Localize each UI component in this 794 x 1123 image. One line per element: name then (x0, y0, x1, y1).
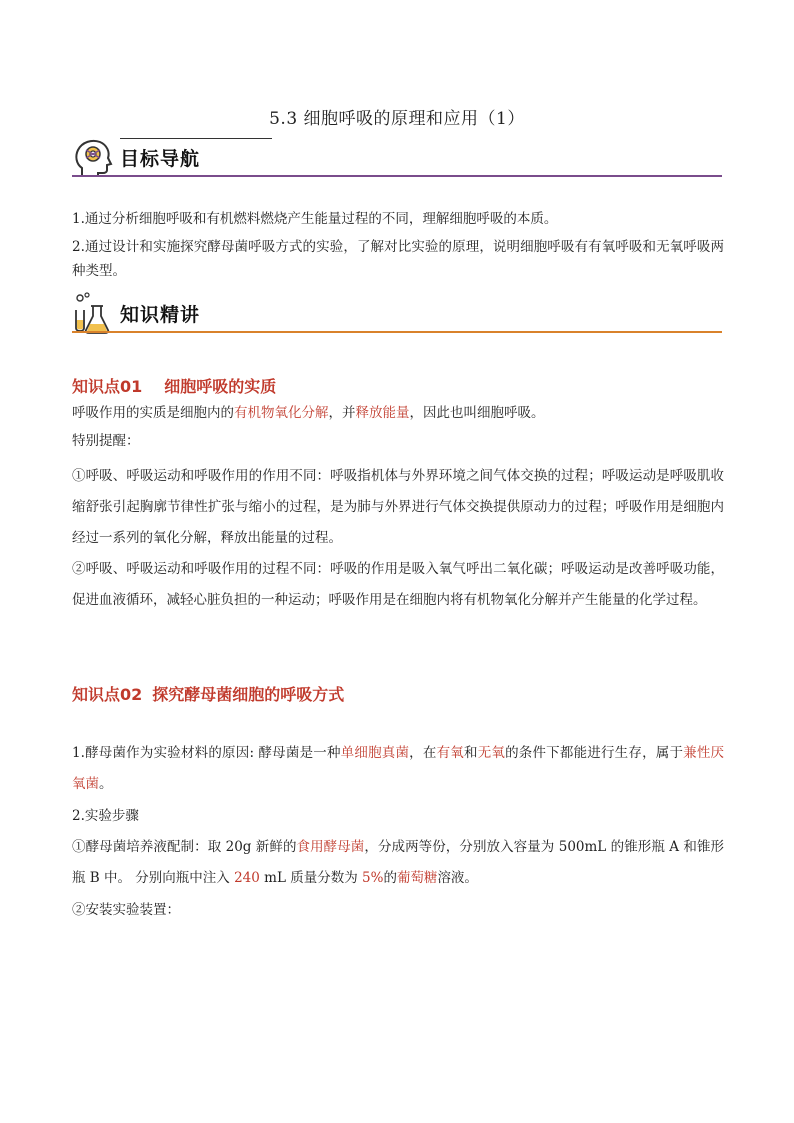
text-run: ，并 (328, 405, 356, 421)
goal-item-1: 1.通过分析细胞呼吸和有机燃料燃烧产生能量过程的不同，理解细胞呼吸的本质。 (72, 211, 558, 227)
text-run: 的 (383, 870, 397, 886)
highlight-term: 有机物氧化分解 (234, 405, 329, 421)
text-run: ①酵母菌培养液配制：取 20g 新鲜的 (72, 839, 297, 855)
highlight-term: 食用酵母菌 (296, 839, 365, 855)
text-run: 。 (99, 776, 113, 792)
head-gear-icon (72, 136, 116, 180)
kp02-step-1 (72, 832, 724, 894)
knowledge-point-01-heading (72, 374, 276, 397)
kp01-tip-label: 特别提醒： (72, 433, 140, 449)
kp02-step-2: ②安装实验装置： (72, 902, 180, 918)
knowledge-point-02-heading (72, 682, 344, 705)
section-label-goals: 目标导航 (120, 148, 201, 170)
highlight-term: 240 (234, 870, 260, 886)
highlight-term: 5% (362, 870, 384, 886)
section-header-knowledge (72, 292, 722, 336)
text-run: ，因此也叫细胞呼吸。 (409, 405, 545, 421)
kp02-steps-heading: 2.实验步骤 (72, 808, 139, 824)
text-run: 呼吸作用的实质是细胞内的 (72, 405, 234, 421)
text-run: 的条件下都能进行生存，属于 (505, 745, 684, 761)
highlight-term: 释放能量 (355, 405, 410, 421)
text-run: mL 质量分数为 (259, 870, 363, 886)
section-label-knowledge: 知识精讲 (120, 304, 201, 326)
kp02-material-reason (72, 738, 724, 800)
highlight-term: 单细胞真菌 (340, 745, 410, 761)
lab-flask-icon (72, 292, 116, 336)
page-title: 5.3 细胞呼吸的原理和应用（1） (269, 109, 525, 129)
section-divider-goals (72, 175, 722, 177)
kp01-tip-2: ②呼吸、呼吸运动和呼吸作用的过程不同：呼吸的作用是吸入氧气呼出二氧化碳；呼吸运动是改善呼吸功能，促进血液循环，减轻心脏负担的一种运动；呼吸作用是在细胞内将有机物氧化分解并产生能量的化学过程。 (72, 561, 724, 608)
kp02-title: 探究酵母菌细胞的呼吸方式 (152, 685, 345, 704)
highlight-term: 无氧 (477, 745, 506, 761)
kp01-title: 细胞呼吸的实质 (164, 377, 277, 396)
section-header-goals (72, 136, 722, 180)
highlight-term: 有氧 (436, 745, 464, 761)
text-run: 溶液。 (437, 870, 478, 886)
text-run: 1.酵母菌作为实验材料的原因: 酵母菌是一种 (72, 745, 341, 761)
text-run: ，分成两等份，分别放入容量为 500mL 的锥形瓶 A 和锥形瓶 B 中。 分别向瓶中注入 (72, 839, 725, 886)
kp01-number: 知识点01 (72, 377, 143, 396)
kp01-definition (72, 398, 724, 429)
text-run: ，在 (409, 745, 437, 761)
text-run: 和 (463, 745, 478, 761)
kp02-number: 知识点02 (72, 685, 143, 704)
highlight-term: 葡萄糖 (396, 870, 438, 886)
section-divider-knowledge (72, 331, 722, 333)
header-top-rule (120, 138, 272, 139)
kp01-tip-1: ①呼吸、呼吸运动和呼吸作用的作用不同：呼吸指机体与外界环境之间气体交换的过程；呼吸运动是呼吸肌收缩舒张引起胸廓节律性扩张与缩小的过程，是为肺与外界进行气体交换提供原动力的过程；呼吸作用是细胞内经过一系列的氧化分解，释放出能量的过程。 (72, 468, 724, 546)
highlight-term: 兼性厌氧菌 (72, 745, 725, 792)
goal-item-2: 2.通过设计和实施探究酵母菌呼吸方式的实验，了解对比实验的原理，说明细胞呼吸有有氧呼吸和无氧呼吸两种类型。 (72, 239, 724, 279)
